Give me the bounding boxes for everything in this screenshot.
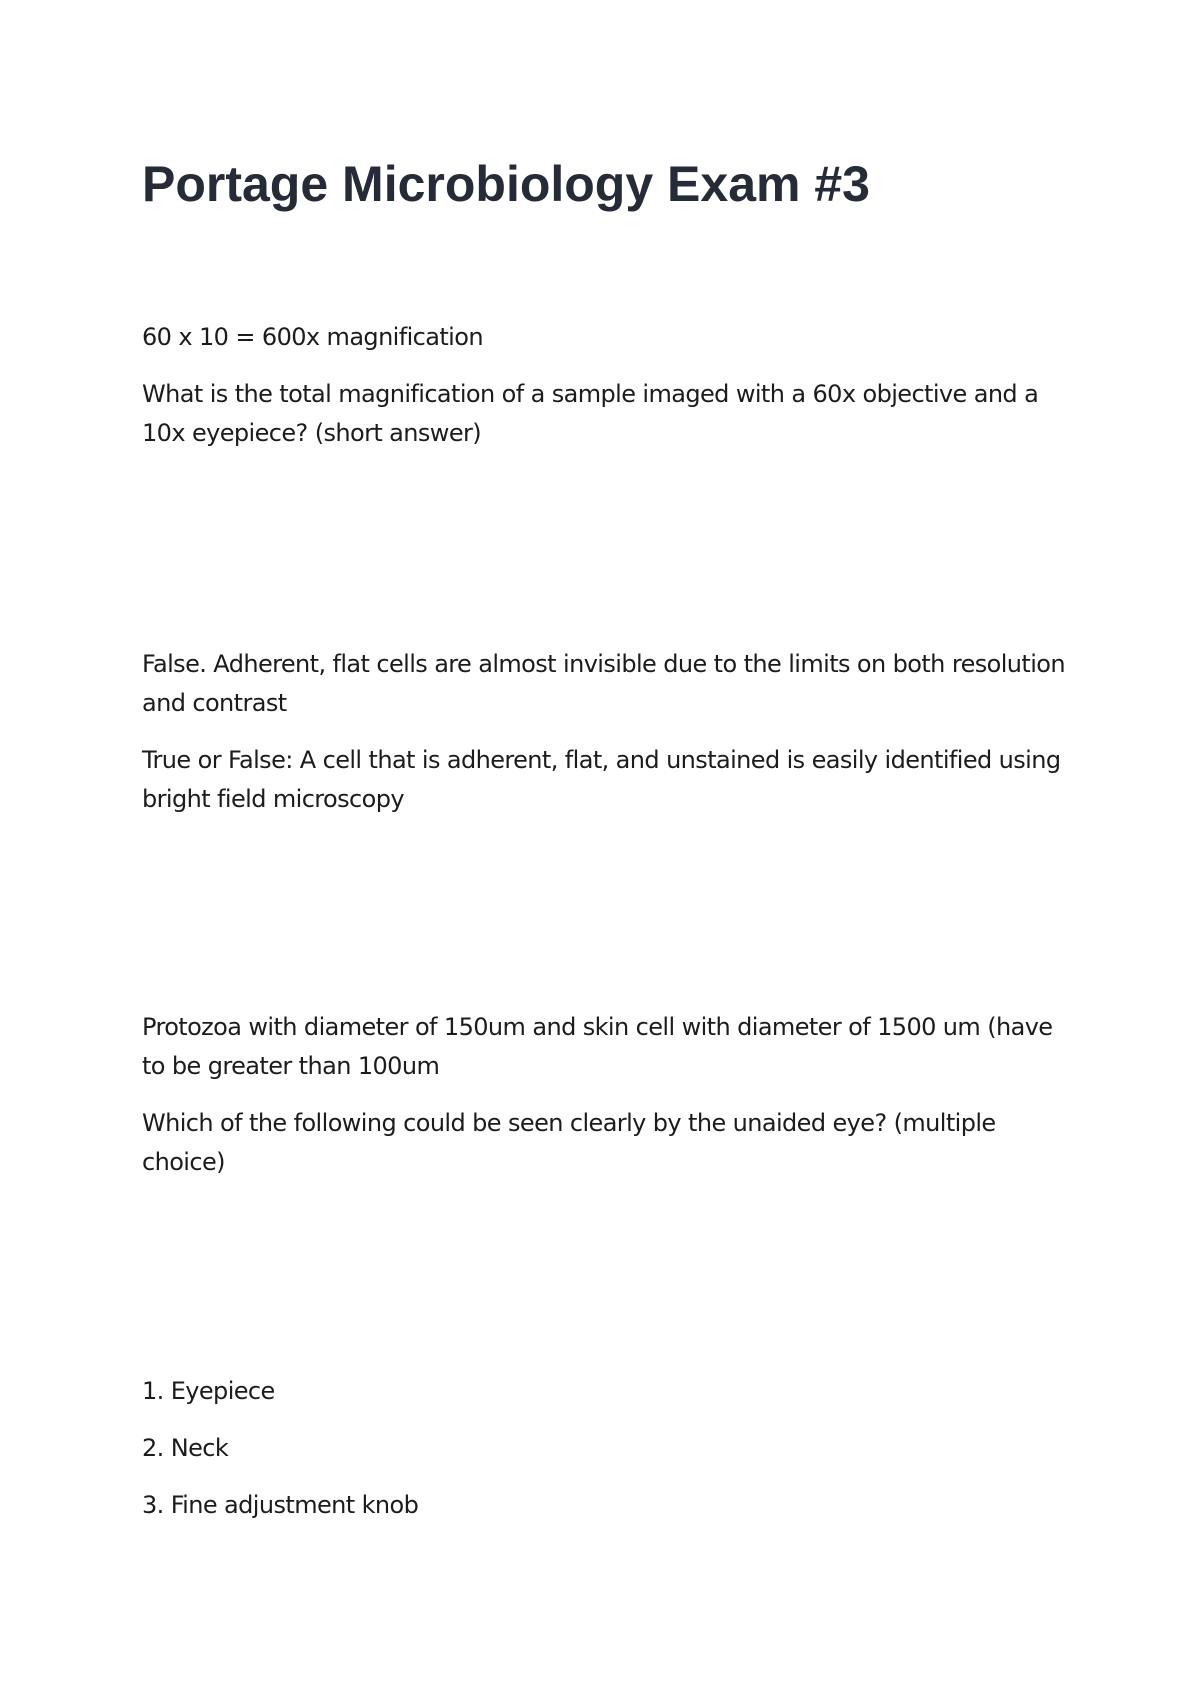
flashcard-1 [142,318,1072,453]
flashcard-answer: Protozoa with diameter of 150um and skin cell with diameter of 1500 um (have to be greater than 100um [142,1013,1053,1080]
flashcard-answer: 60 x 10 = 600x magnification [142,323,483,351]
flashcard-question: True or False: A cell that is adherent, flat, and unstained is easily identified using bright field microscopy [142,746,1061,813]
page-title: Portage Microbiology Exam #3 [142,156,870,212]
list-item: 2. Neck [142,1434,229,1462]
flashcard-answer: False. Adherent, flat cells are almost invisible due to the limits on both resolution and contrast [142,650,1065,717]
list-item: 1. Eyepiece [142,1377,275,1405]
microscope-parts-list [142,1372,418,1543]
flashcard-question: Which of the following could be seen clearly by the unaided eye? (multiple choice) [142,1109,996,1176]
flashcard-3 [142,1008,1072,1182]
flashcard-question: What is the total magnification of a sample imaged with a 60x objective and a 10x eyepiece? (short answer) [142,380,1039,447]
flashcard-2 [142,645,1072,819]
list-item: 3. Fine adjustment knob [142,1491,419,1519]
